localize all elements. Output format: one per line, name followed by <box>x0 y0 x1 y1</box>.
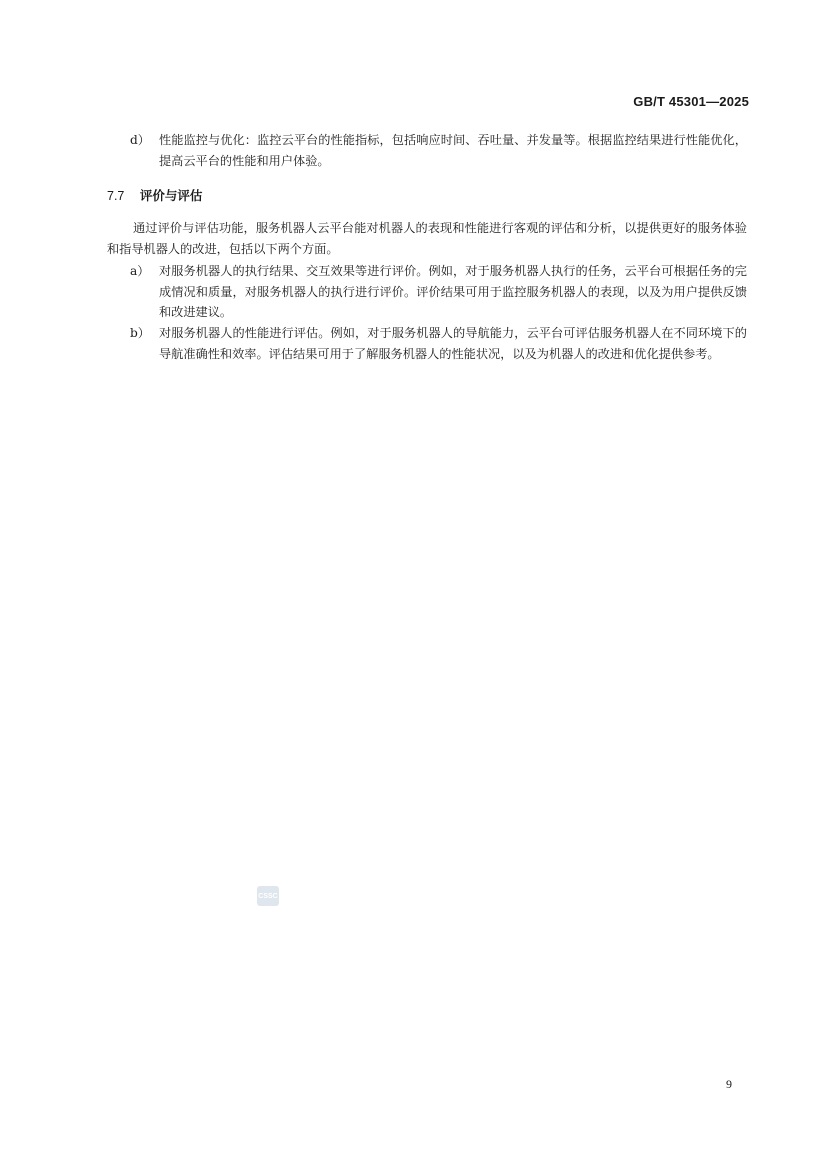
section-number: 7.7 <box>107 189 125 203</box>
list-marker: a） <box>130 264 150 278</box>
list-item-a <box>107 261 747 323</box>
list-marker: b） <box>130 326 150 340</box>
section-heading <box>107 186 202 204</box>
watermark-logo: CSSC <box>257 886 279 906</box>
list-item-text: 对服务机器人的性能进行评估。例如，对于服务机器人的导航能力，云平台可评估服务机器人在不同环境下的导航准确性和效率。评估结果可用于了解服务机器人的性能状况，以及为机器人的改进和优化提供参考。 <box>159 326 747 361</box>
list-marker: d） <box>130 133 150 147</box>
standard-code: GB/T 45301—2025 <box>633 94 749 109</box>
section-intro: 通过评价与评估功能，服务机器人云平台能对机器人的表现和性能进行客观的评估和分析，以提供更好的服务体验和指导机器人的改进，包括以下两个方面。 <box>107 221 747 256</box>
section-title: 评价与评估 <box>139 189 203 203</box>
list-item-text: 性能监控与优化：监控云平台的性能指标，包括响应时间、吞吐量、并发量等。根据监控结果进行性能优化，提高云平台的性能和用户体验。 <box>159 133 747 168</box>
list-item-d <box>107 130 747 171</box>
list-item-text: 对服务机器人的执行结果、交互效果等进行评价。例如，对于服务机器人执行的任务，云平台可根据任务的完成情况和质量，对服务机器人的执行进行评价。评价结果可用于监控服务机器人的表现，以及为用户提供反馈和改进建议。 <box>159 264 747 319</box>
page-number: 9 <box>726 1077 732 1091</box>
list-item-b <box>107 323 747 364</box>
